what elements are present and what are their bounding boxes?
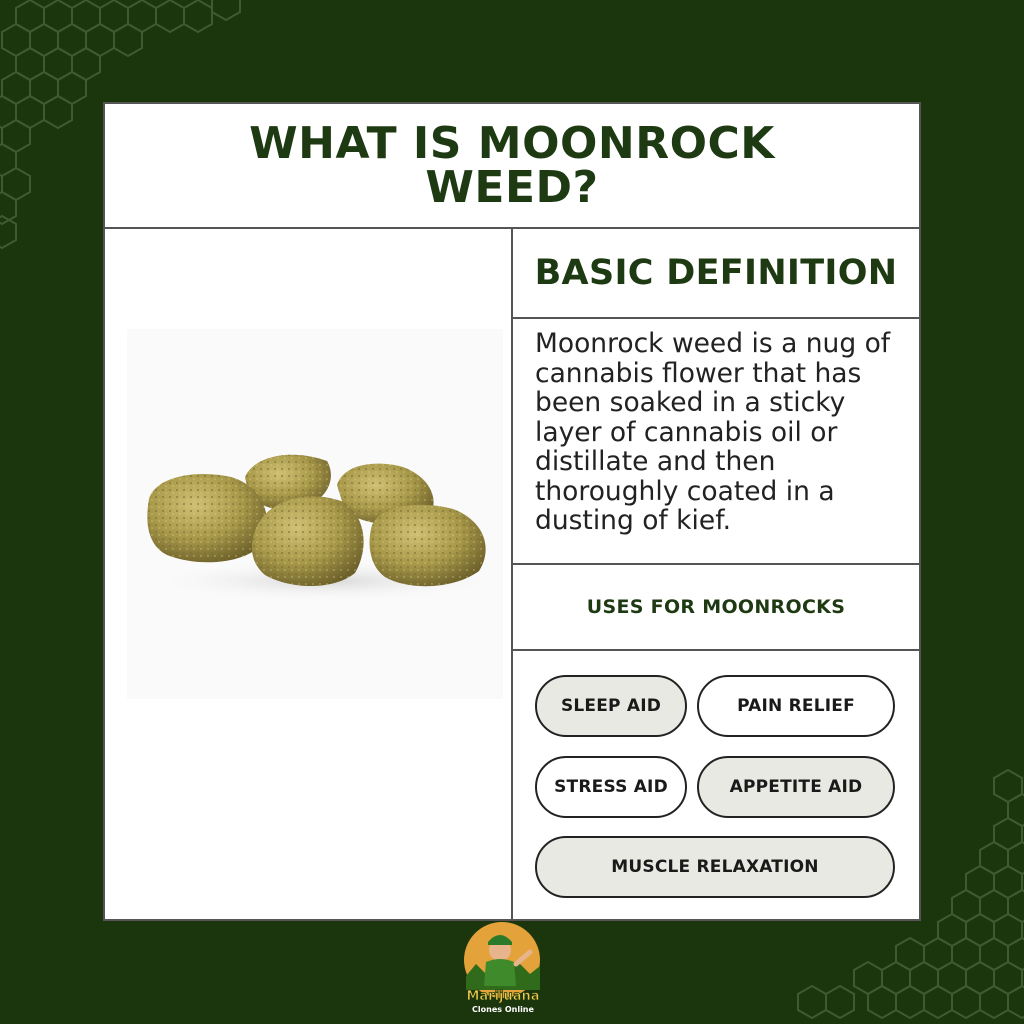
tag-pain-relief: PAIN RELIEF xyxy=(697,675,895,737)
uses-tag-list xyxy=(513,651,919,919)
basic-definition-header xyxy=(513,229,919,319)
logo-line-1: Marijuana xyxy=(466,989,540,1004)
title-box xyxy=(105,104,919,229)
basic-definition-text: Moonrock weed is a nug of cannabis flower that has been soaked in a sticky layer of cannabis oil or distillate and then thoroughly coated in a dusting of kief. xyxy=(535,328,891,536)
basic-definition-section xyxy=(513,319,919,565)
uses-header xyxy=(513,565,919,651)
moonrock-image-panel xyxy=(105,229,513,919)
page-title: WHAT IS MOONROCK WEED? xyxy=(249,117,775,213)
uses-heading: USES FOR MOONROCKS xyxy=(586,596,846,618)
info-card xyxy=(103,102,921,921)
logo-line-2: Clones Online xyxy=(472,1005,534,1014)
info-panel xyxy=(513,229,919,919)
brand-logo xyxy=(456,916,550,1016)
moonrock-nugs-image xyxy=(105,229,509,919)
basic-definition-heading: BASIC DEFINITION xyxy=(534,253,898,293)
tag-muscle-relaxation: MUSCLE RELAXATION xyxy=(535,836,895,898)
tag-sleep-aid: SLEEP AID xyxy=(535,675,687,737)
tag-stress-aid: STRESS AID xyxy=(535,756,687,818)
tag-appetite-aid: APPETITE AID xyxy=(697,756,895,818)
